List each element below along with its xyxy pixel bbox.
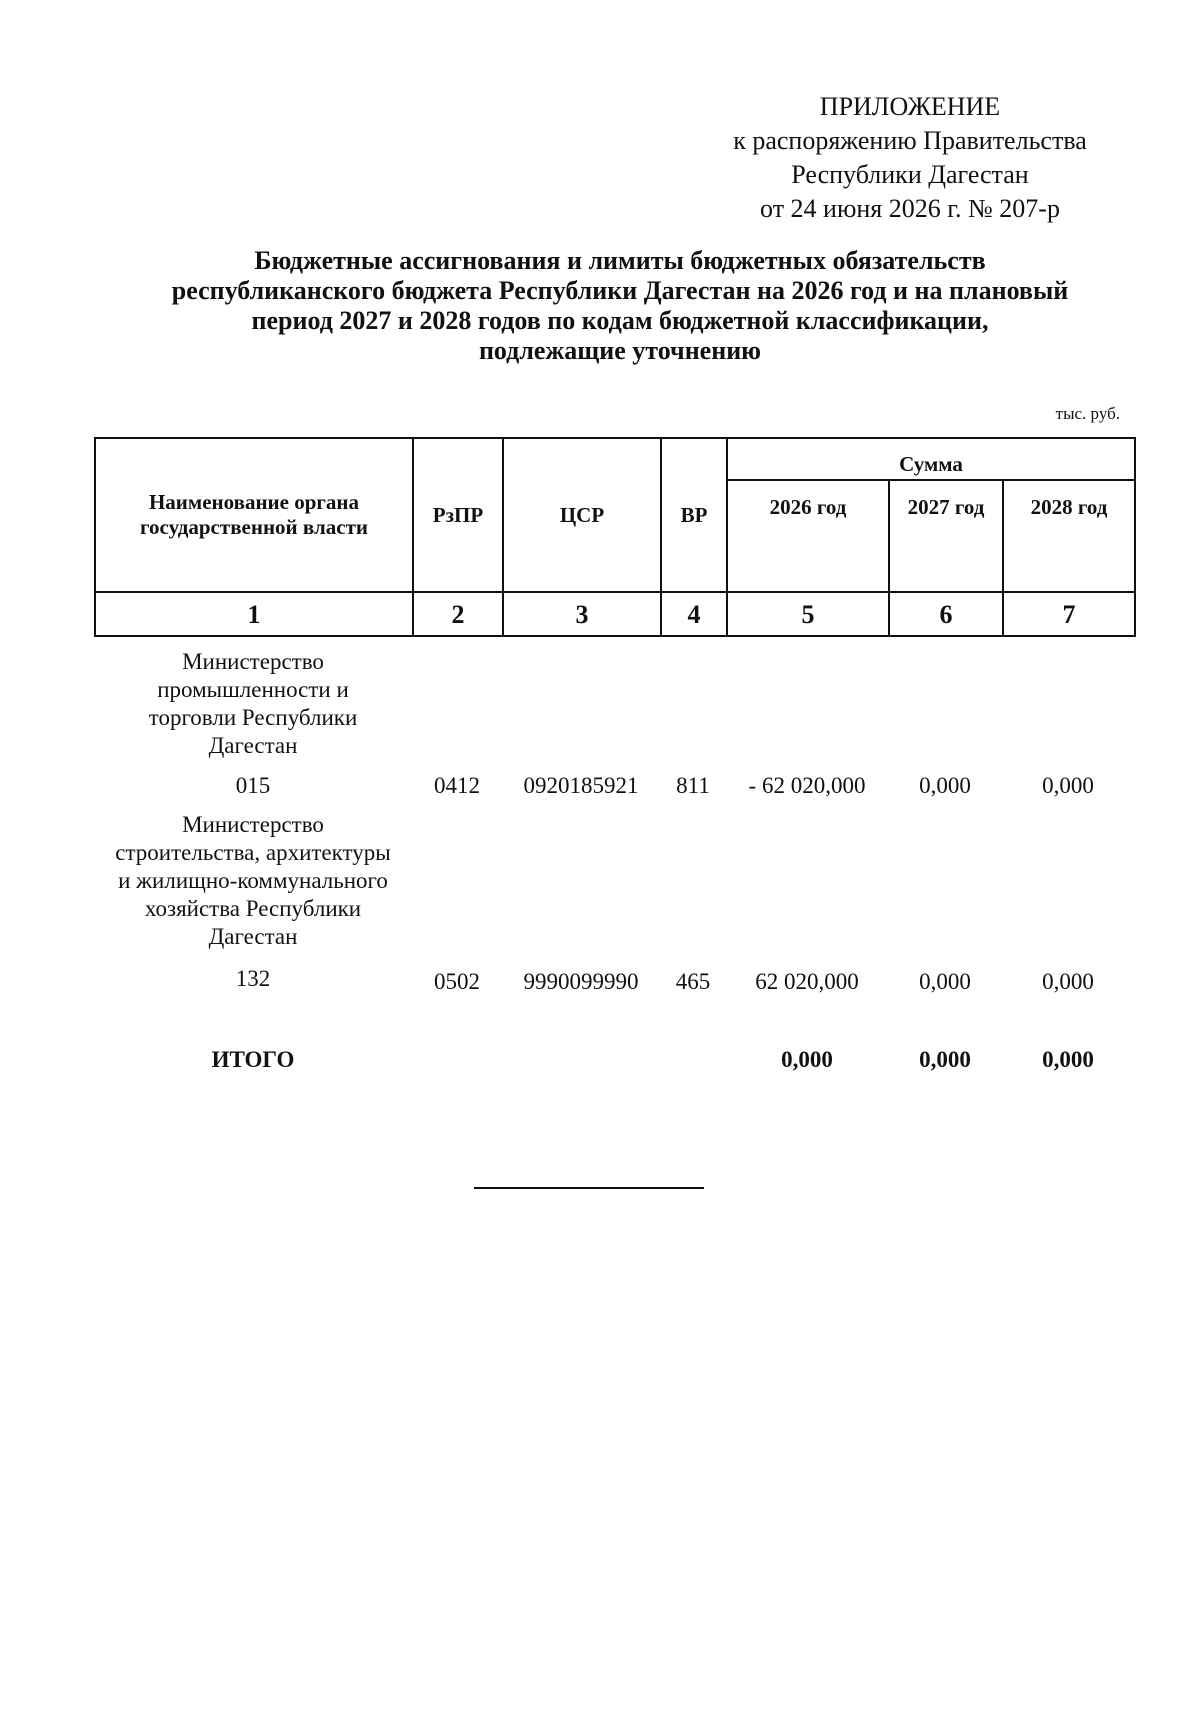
column-number-5: 5 <box>727 592 889 636</box>
total-amount-2028: 0,000 <box>1042 1047 1094 1072</box>
title-line-4: подлежащие уточнению <box>478 336 762 365</box>
org-name-line: Министерство <box>182 649 324 674</box>
column-number-1: 1 <box>95 592 413 636</box>
appendix-line-republic: Республики Дагестан <box>791 160 1029 189</box>
org-name-line: Дагестан <box>208 924 298 949</box>
column-number-4: 4 <box>661 592 727 636</box>
total-label: ИТОГО <box>211 1047 295 1072</box>
header-year-2026: 2026 год <box>727 480 889 592</box>
header-rzpr: РзПР <box>413 438 503 592</box>
units-label: тыс. руб. <box>1055 404 1120 423</box>
row-rzpr: 0502 <box>434 969 480 994</box>
row-amount-2026: - 62 020,000 <box>748 773 866 798</box>
org-name-line: строительства, архитектуры <box>115 840 391 865</box>
column-number-7: 7 <box>1003 592 1135 636</box>
column-number-6: 6 <box>889 592 1003 636</box>
org-name-line: Министерство <box>182 812 324 837</box>
row-amount-2027: 0,000 <box>919 969 971 994</box>
row-org-code: 132 <box>235 966 271 991</box>
row-amount-2027: 0,000 <box>919 773 971 798</box>
row-org-code: 015 <box>235 773 271 798</box>
header-csr: ЦСР <box>503 438 661 592</box>
appendix-block <box>700 90 1120 226</box>
row-vr: 465 <box>675 969 711 994</box>
appendix-line-date: от 24 июня 2026 г. № 207-р <box>760 194 1060 223</box>
row-amount-2028: 0,000 <box>1042 773 1094 798</box>
header-year-2028: 2028 год <box>1003 480 1135 592</box>
org-name-line: промышленности и <box>157 677 349 702</box>
row-csr: 9990099990 <box>523 969 639 994</box>
table-header <box>94 437 1136 637</box>
row-rzpr: 0412 <box>434 773 480 798</box>
title-line-3: период 2027 и 2028 годов по кодам бюджетной классификации, <box>251 306 989 335</box>
row-org-name <box>94 811 412 951</box>
row-csr: 0920185921 <box>523 773 639 798</box>
total-amount-2026: 0,000 <box>781 1047 833 1072</box>
document-title <box>100 246 1140 366</box>
org-name-line: и жилищно-коммунального <box>118 868 388 893</box>
column-number-3: 3 <box>503 592 661 636</box>
org-name-line: торговли Республики <box>148 705 358 730</box>
total-row <box>94 1046 1134 1080</box>
header-vr: ВР <box>661 438 727 592</box>
org-name-line: хозяйства Республики <box>144 896 362 921</box>
column-number-2: 2 <box>413 592 503 636</box>
table-row <box>94 648 1134 798</box>
title-line-2: республиканского бюджета Республики Дагестан на 2026 год и на плановый <box>171 276 1069 305</box>
org-name-line: Дагестан <box>208 733 298 758</box>
row-amount-2028: 0,000 <box>1042 969 1094 994</box>
title-line-1: Бюджетные ассигнования и лимиты бюджетных обязательств <box>254 246 986 275</box>
header-year-2027: 2027 год <box>889 480 1003 592</box>
row-vr: 811 <box>676 773 710 798</box>
table-row <box>94 811 1134 994</box>
header-sum: Сумма <box>727 438 1135 480</box>
row-amount-2026: 62 020,000 <box>755 969 859 994</box>
total-amount-2027: 0,000 <box>919 1047 971 1072</box>
closing-rule <box>474 1187 704 1189</box>
header-org: Наименование органа государственной власти <box>95 438 413 592</box>
appendix-heading: ПРИЛОЖЕНИЕ <box>819 92 1001 121</box>
appendix-line-order: к распоряжению Правительства <box>733 126 1087 155</box>
row-org-name <box>94 648 412 760</box>
